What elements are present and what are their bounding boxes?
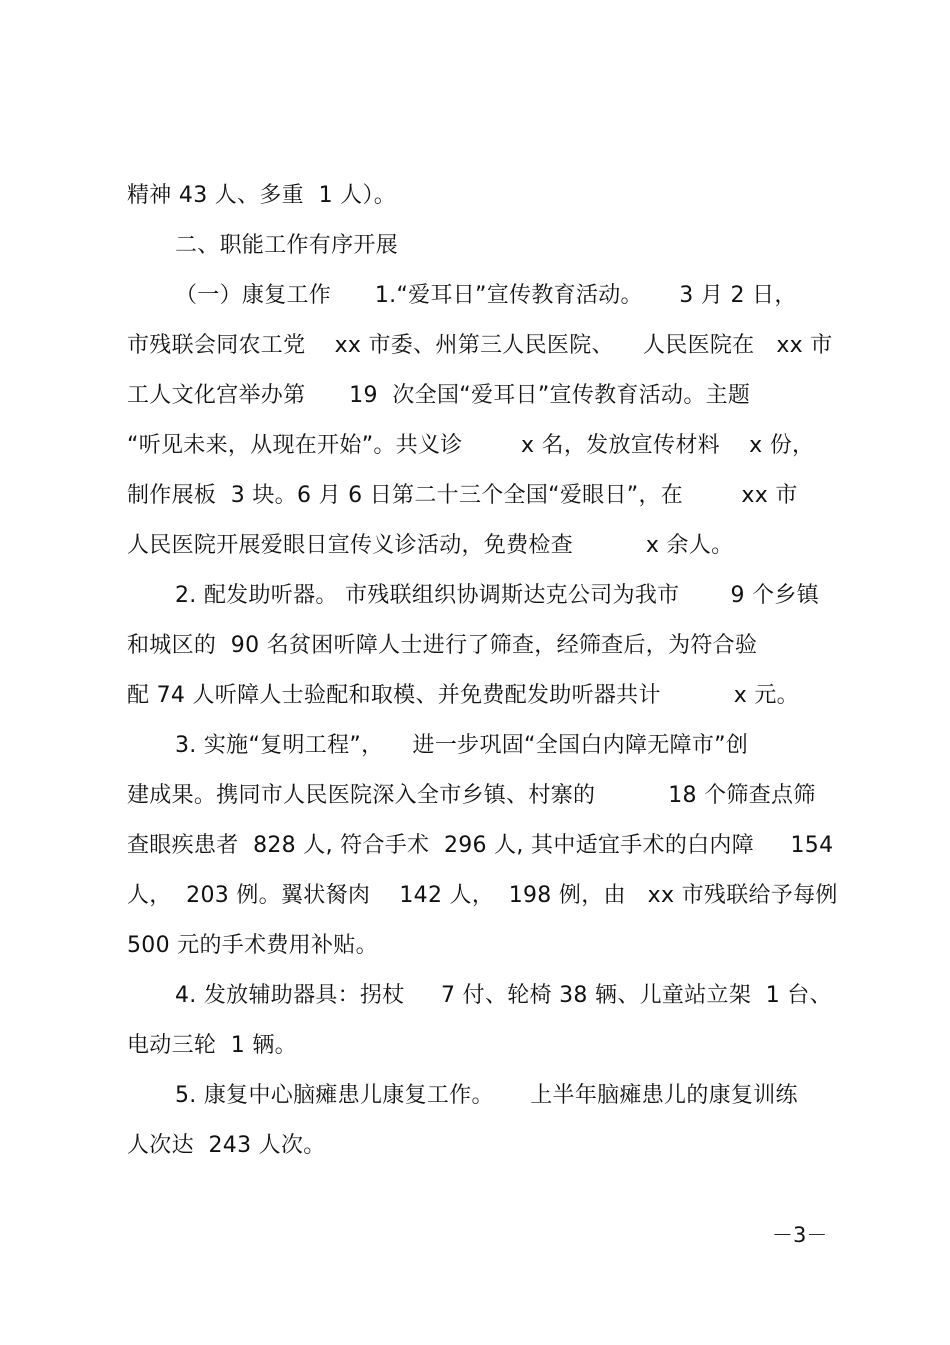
text-line: （一）康复工作 1.“爱耳日”宣传教育活动。 3 月 2 日， [175, 283, 797, 308]
page-number: －3－ [772, 1223, 828, 1247]
text-line: 和城区的 90 名贫困听障人士进行了筛查，经筛查后，为符合验 [127, 633, 758, 658]
text-line: 500 元的手术费用补贴。 [127, 933, 378, 958]
text-line: 工人文化宫举办第 19 次全国“爱耳日”宣传教育活动。主题 [127, 383, 751, 408]
text-line: 人， 203 例。翼状胬肉 142 人， 198 例，由 xx 市残联给予每例 [127, 883, 838, 908]
text-line: 电动三轮 1 辆。 [127, 1033, 297, 1058]
text-line: “听见未来，从现在开始”。共义诊 x 名，发放宣传材料 x 份， [127, 433, 815, 458]
text-line: 人民医院开展爱眼日宣传义诊活动，免费检查 x 余人。 [127, 533, 734, 558]
text-line: 配 74 人听障人士验配和取模、并免费配发助听器共计 x 元。 [127, 683, 799, 708]
text-line: 建成果。携同市人民医院深入全市乡镇、村寨的 18 个筛查点筛 [127, 783, 816, 808]
text-line: 查眼疾患者 828 人, 符合手术 296 人, 其中适宜手术的白内障 154 [127, 833, 834, 858]
text-line: 3. 实施“复明工程”， 进一步巩固“全国白内障无障市”创 [175, 733, 749, 758]
text-line: 5. 康复中心脑瘫患儿康复工作。 上半年脑瘫患儿的康复训练 [175, 1083, 798, 1108]
text-line: 4. 发放辅助器具：拐杖 7 付、轮椅 38 辆、儿童站立架 1 台、 [175, 983, 832, 1008]
section-heading: 二、职能工作有序开展 [175, 233, 399, 258]
text-line: 制作展板 3 块。6 月 6 日第二十三个全国“爱眼日”，在 xx 市 [127, 483, 798, 508]
text-line: 精神 43 人、多重 1 人）。 [127, 183, 397, 208]
text-line: 人次达 243 人次。 [127, 1133, 326, 1158]
text-line: 市残联会同农工党 xx 市委、州第三人民医院、 人民医院在 xx 市 [127, 333, 833, 358]
text-line: 2. 配发助听器。 市残联组织协调斯达克公司为我市 9 个乡镇 [175, 583, 820, 608]
